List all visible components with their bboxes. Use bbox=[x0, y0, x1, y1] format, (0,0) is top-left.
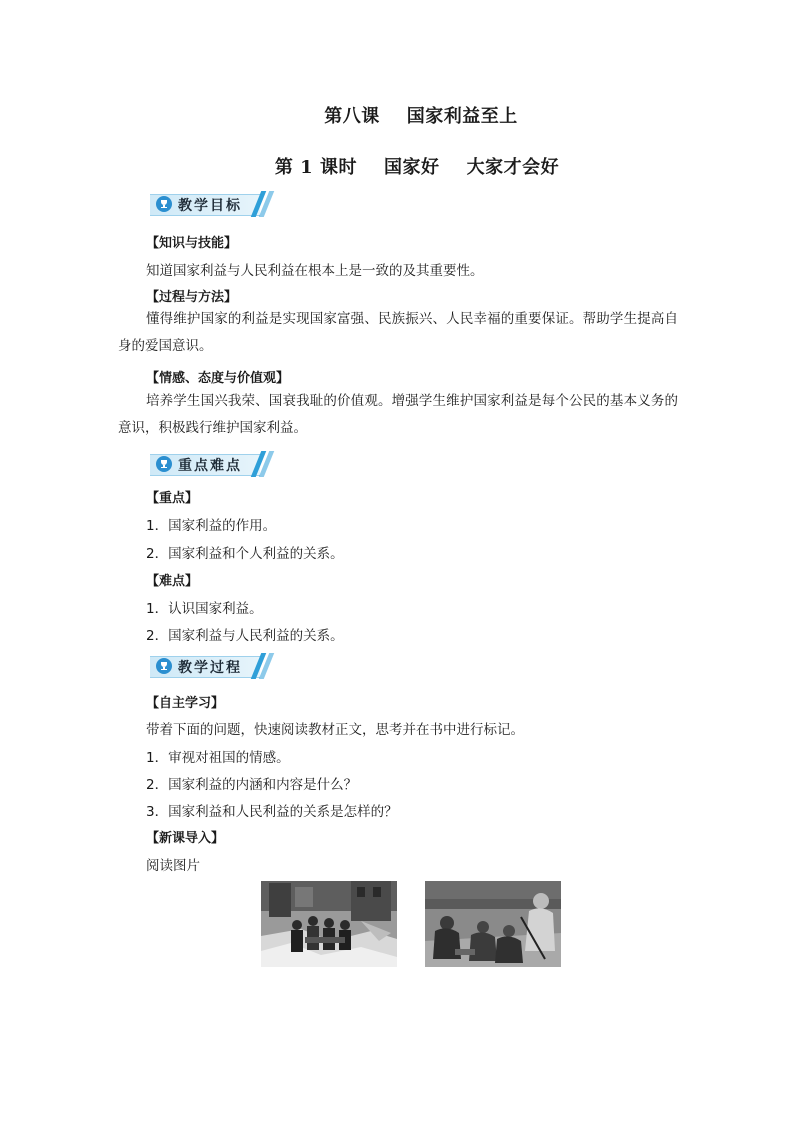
lesson-subtitle: 第 1 课时 国家好 大家才会好 bbox=[274, 157, 560, 178]
process-text: 懂得维护国家的利益是实现国家富强、民族振兴、人民幸福的重要保证。帮助学生提高自身的爱国意识。 bbox=[118, 311, 678, 354]
photo-ruins-rescue bbox=[261, 881, 397, 967]
process-heading: 【过程与方法】 bbox=[146, 290, 238, 305]
difficult-item: 1．认识国家利益。 bbox=[146, 601, 263, 617]
section-banner-label: 教学目标 bbox=[178, 198, 242, 214]
knowledge-heading: 【知识与技能】 bbox=[146, 236, 238, 251]
section-banner-goals bbox=[150, 191, 274, 217]
question-item: 1．审视对祖国的情感。 bbox=[146, 750, 290, 766]
section-banner-process bbox=[150, 653, 274, 679]
self-study-intro: 带着下面的问题，快速阅读教材正文，思考并在书中进行标记。 bbox=[146, 722, 524, 738]
intro-text: 阅读图片 bbox=[146, 858, 200, 874]
key-item: 2．国家利益和个人利益的关系。 bbox=[146, 546, 344, 562]
key-heading: 【重点】 bbox=[146, 491, 199, 506]
question-item: 2．国家利益的内涵和内容是什么？ bbox=[146, 777, 358, 793]
intro-heading: 【新课导入】 bbox=[146, 831, 225, 846]
knowledge-text: 知道国家利益与人民利益在根本上是一致的及其重要性。 bbox=[146, 263, 484, 279]
question-item: 3．国家利益和人民利益的关系是怎样的？ bbox=[146, 804, 398, 820]
key-item: 1．国家利益的作用。 bbox=[146, 518, 277, 534]
trophy-icon bbox=[156, 658, 172, 674]
difficult-heading: 【难点】 bbox=[146, 574, 199, 589]
section-banner-keypoints bbox=[150, 451, 274, 477]
self-study-heading: 【自主学习】 bbox=[146, 696, 225, 711]
lesson-title: 第八课 国家利益至上 bbox=[324, 106, 518, 127]
section-banner-label: 重点难点 bbox=[178, 458, 242, 474]
difficult-item: 2．国家利益与人民利益的关系。 bbox=[146, 628, 344, 644]
values-text: 培养学生国兴我荣、国衰我耻的价值观。增强学生维护国家利益是每个公民的基本义务的意识，积极践行维护国家利益。 bbox=[118, 393, 678, 436]
values-heading: 【情感、态度与价值观】 bbox=[146, 371, 290, 386]
photo-refugee-children bbox=[425, 881, 561, 967]
section-banner-label: 教学过程 bbox=[178, 660, 242, 676]
trophy-icon bbox=[156, 196, 172, 212]
trophy-icon bbox=[156, 456, 172, 472]
